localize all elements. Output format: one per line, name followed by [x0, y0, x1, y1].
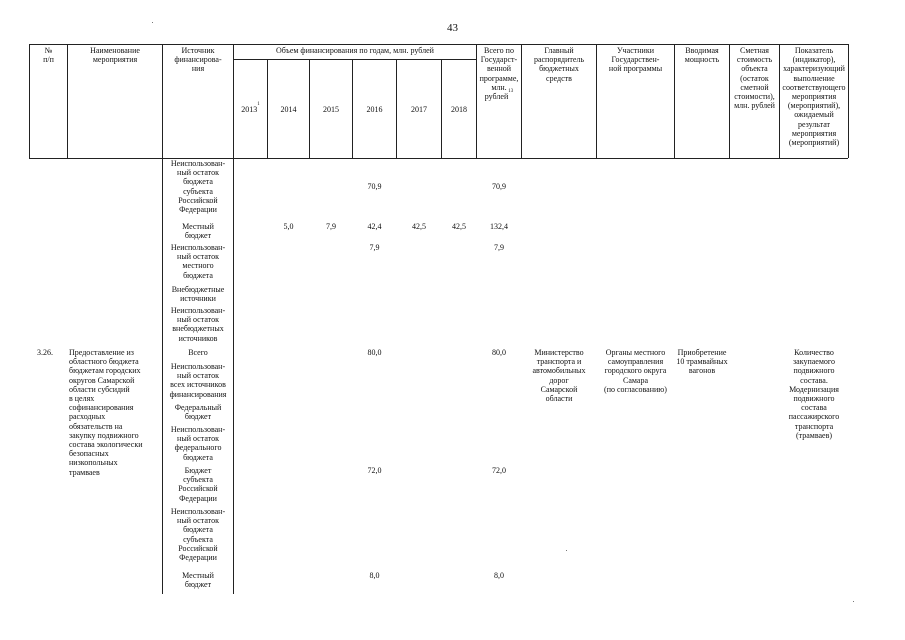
prev-row-2-2018: 42,5 — [452, 222, 466, 231]
item-row-7-total: 8,0 — [494, 571, 504, 580]
scan-speck — [853, 601, 854, 602]
item-main-manager: Министерство транспорта и автомобильных дорог Самарской области — [532, 348, 586, 404]
prev-row-2-2016: 42,4 — [367, 222, 382, 231]
header-num: № п/п — [43, 46, 54, 65]
item-row-1-2016: 80,0 — [367, 348, 382, 357]
item-number: 3.26. — [37, 348, 53, 357]
header-source: Источник финансирова- ния — [174, 46, 222, 74]
item-row-2-source: Неиспользован- ный остаток всех источников финансирования — [169, 362, 227, 399]
header-total: Всего по Государст- венной программе, млн. рублей$^{13}$ — [479, 46, 519, 102]
header-year-2014: 2014 — [280, 105, 297, 114]
header-estimate: Сметная стоимость объекта (остаток сметной стоимости), млн. рублей — [734, 46, 775, 111]
header-year-2018: 2018 — [451, 105, 467, 114]
scan-speck — [152, 22, 153, 23]
header-indicator: Показатель (индикатор), характеризующий выполнение соответствующего мероприятия (мероприятий), ожидаемый результат мероприятия (мероприятий) — [782, 46, 846, 148]
header-year-2017: 2017 — [411, 105, 427, 114]
item-participants: Органы местного самоуправления городского округа Самара (по согласованию) — [604, 348, 667, 394]
item-capacity: Приобретение 10 трамвайных вагонов — [676, 348, 728, 376]
item-row-4-source: Неиспользован- ный остаток федерального бюджета — [170, 425, 226, 462]
prev-row-1-total: 70,9 — [492, 182, 506, 191]
header-capacity: Вводимая мощность — [684, 46, 720, 65]
prev-row-1-2016: 70,9 — [367, 182, 382, 191]
item-row-3-source: Федеральный бюджет — [174, 403, 222, 422]
item-row-1-total: 80,0 — [492, 348, 506, 357]
prev-row-2-2014: 5,0 — [283, 222, 294, 231]
prev-row-2-2015: 7,9 — [326, 222, 336, 231]
item-row-1-source: Всего — [188, 348, 208, 357]
prev-row-3-source: Неиспользован- ный остаток местного бюджета — [170, 243, 226, 280]
prev-row-2-2017: 42,5 — [412, 222, 426, 231]
prev-row-5-source: Неиспользован- ный остаток внебюджетных источников — [170, 306, 226, 343]
item-row-5-total: 72,0 — [492, 466, 506, 475]
prev-row-3-total: 7,9 — [494, 243, 504, 252]
item-row-6-source: Неиспользован- ный остаток бюджета субъекта Российской Федерации — [170, 507, 226, 563]
prev-row-1-source: Неиспользован- ный остаток бюджета субъекта Российской Федерации — [170, 159, 226, 215]
prev-row-3-2016: 7,9 — [369, 243, 380, 252]
prev-row-2-total: 132,4 — [490, 222, 508, 231]
page-number: 43 — [447, 22, 458, 34]
prev-row-2-source: Местный бюджет — [182, 222, 214, 241]
item-row-5-source: Бюджет субъекта Российской Федерации — [178, 466, 218, 503]
prev-row-4-source: Внебюджетные источники — [171, 285, 225, 304]
header-volume: Объем финансирования по годам, млн. рублей — [276, 46, 434, 55]
header-name: Наименование мероприятия — [90, 46, 140, 65]
item-name: Предоставление из областного бюджета бюджетам городских округов Самарской области субсидий в целях софинансирования расходных обязательств на закупку подвижного состава экологически безопасных низкопольных трамваев — [69, 348, 143, 477]
item-indicator: Количество закупаемого подвижного состава. Модернизация подвижного состава пассажирского транспорта (трамваев) — [788, 348, 840, 440]
scan-speck — [566, 550, 567, 551]
item-row-7-2016: 8,0 — [369, 571, 380, 580]
item-row-7-source: Местный бюджет — [182, 571, 214, 590]
header-main-manager: Главный распорядитель бюджетных средств — [533, 46, 585, 83]
header-participants: Участники Государствен- ной программы — [608, 46, 663, 74]
header-year-2015: 2015 — [323, 105, 339, 114]
item-row-5-2016: 72,0 — [367, 466, 382, 475]
header-year-2013: 2013$^1$ — [241, 102, 260, 114]
header-year-2016: 2016 — [366, 105, 383, 114]
